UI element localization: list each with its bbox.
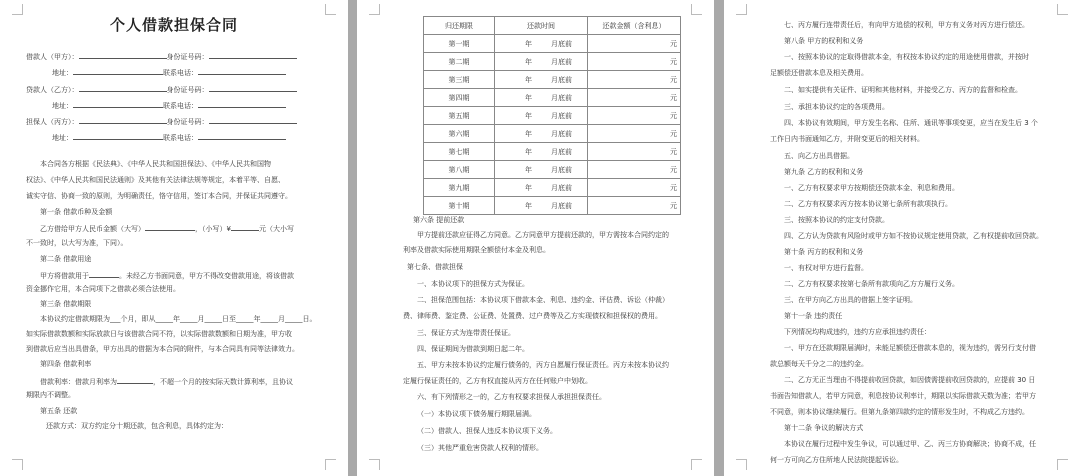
paragraph-line: 一、有权对甲方进行监督。 (784, 264, 868, 272)
repayment-time-cell (495, 107, 588, 125)
table-header-cell: 还款金额（含利息） (588, 17, 681, 35)
borrower-label: 借款人（甲方）： (26, 53, 79, 61)
paragraph-line: 二、乙方有权要求按第七条所有款项向乙方方履行义务。 (784, 280, 959, 288)
article-heading: 第二条 借款用途 (40, 255, 92, 263)
repayment-amount-cell: 元 (588, 71, 681, 89)
article-4-line-2: 期限内不调整。 (26, 391, 75, 399)
table-row (424, 197, 681, 215)
period-cell: 第六期 (424, 125, 495, 143)
table-row (424, 53, 681, 71)
crop-mark (1057, 4, 1068, 15)
crop-mark (736, 4, 747, 15)
preamble-line: 诚实守信、协商一致的原则，为明确责任，恪守信用，签订本合同，并保证共同遵守。 (26, 192, 292, 200)
table-row (424, 161, 681, 179)
repayment-amount-cell: 元 (588, 35, 681, 53)
repayment-time-cell (495, 125, 588, 143)
table-header-cell: 归还期限 (424, 17, 495, 35)
blank-field (209, 84, 297, 92)
table-row (424, 89, 681, 107)
paragraph-line: 二、如实提供有关证件、证明和其他材料，并接受乙方、丙方的监督和检查。 (784, 86, 1022, 94)
repayment-time-cell (495, 161, 588, 179)
repayment-amount-cell: 元 (588, 125, 681, 143)
paragraph-line: 何一方可向乙方住所地人民法院提起诉讼。 (770, 456, 903, 464)
guarantor-label: 担保人（丙方）： (26, 118, 79, 126)
paragraph-line: 三、保证方式为连带责任保证。 (417, 329, 515, 337)
period-cell: 第三期 (424, 71, 495, 89)
article-heading: 第八条 甲方的权利和义务 (784, 37, 864, 45)
article-1-line-1 (40, 223, 294, 234)
blank-field (145, 223, 195, 231)
period-cell: 第七期 (424, 143, 495, 161)
crop-mark (1057, 459, 1068, 470)
page-1 (0, 0, 348, 476)
blank-field (79, 51, 167, 59)
text-run: ，不超一个月的按实际天数计算利率，且协议 (153, 378, 293, 386)
address-label: 地址： (52, 134, 73, 142)
table-row (424, 143, 681, 161)
year-label: 年 (525, 39, 532, 48)
paragraph-line: 三、在甲方向乙方出具的借据上签字证明。 (784, 296, 917, 304)
article-heading: 第六条 提前还款 (413, 216, 465, 224)
period-cell: 第十期 (424, 197, 495, 215)
phone-label: 联系电话： (163, 69, 198, 77)
article-heading: 第一条 借款币种及金额 (40, 208, 113, 216)
article-2-line-1 (40, 270, 294, 281)
article-heading: 第九条 乙方的权利和义务 (784, 168, 864, 176)
month-end-label: 月底前 (551, 129, 572, 138)
month-end-label: 月底前 (551, 75, 572, 84)
paragraph-line: 款总额每天千分之二的违约金。 (770, 360, 868, 368)
crop-mark (691, 459, 702, 470)
article-1-line-2: 不一致时，以大写为准，下同）。 (26, 239, 128, 247)
repayment-time-cell (495, 53, 588, 71)
month-end-label: 月底前 (551, 93, 572, 102)
table-row (424, 107, 681, 125)
period-cell: 第九期 (424, 179, 495, 197)
crop-mark (369, 4, 380, 15)
paragraph-line: 三、按照本协议的约定支付贷款。 (784, 216, 889, 224)
text-run: ¥ (226, 225, 231, 233)
period-cell: 第一期 (424, 35, 495, 53)
article-heading: 第十二条 争议的解决方式 (784, 424, 864, 432)
blank-field (79, 84, 167, 92)
paragraph-line: 一、甲方在还款期限届满时，未能足额偿还借款本息的，视为违约，需另行支付借 (784, 344, 1036, 352)
repayment-amount-cell: 元 (588, 143, 681, 161)
article-heading: 第七条、借款担保 (407, 263, 463, 271)
article-heading: 第十条 丙方的权利和义务 (784, 248, 864, 256)
preamble-line: 权法》、《中华人民共和国民法通则》及其他有关法律法规等规定，本着平等、自愿、 (26, 176, 285, 184)
blank-field (73, 132, 163, 140)
guarantor-line (26, 116, 297, 127)
lender-line (26, 84, 297, 95)
month-end-label: 月底前 (551, 183, 572, 192)
text-run: ，（小写） (195, 225, 227, 233)
paragraph-line: 下列情况均构成违约，违约方应承担违约责任： (784, 328, 931, 336)
paragraph-line: （二）借款人、担保人违反本协议项下义务。 (417, 427, 557, 435)
crop-mark (369, 459, 380, 470)
paragraph-line: 六、有下列情形之一的，乙方有权要求担保人承担担保责任。 (417, 393, 606, 401)
year-label: 年 (525, 57, 532, 66)
page-3 (724, 0, 1080, 476)
id-label: 身份证号码： (166, 86, 209, 94)
year-label: 年 (525, 165, 532, 174)
paragraph-line: 本协议在履行过程中发生争议，可以通过甲、乙、丙三方协商解决；协商不成，任 (784, 440, 1036, 448)
year-label: 年 (525, 201, 532, 210)
paragraph-line: 一、本协议项下的担保方式为保证。 (417, 280, 529, 288)
article-heading: 第三条 借款期限 (40, 300, 92, 308)
paragraph-line: 不同意，则本协议继续履行。但第九条第四款约定的情形发生时，不构成乙方违约。 (770, 408, 1029, 416)
year-label: 年 (525, 147, 532, 156)
crop-mark (325, 459, 336, 470)
article-heading: 第十一条 违约责任 (784, 312, 843, 320)
table-row (424, 35, 681, 53)
guarantor-address-line (52, 132, 286, 143)
period-cell: 第八期 (424, 161, 495, 179)
paragraph-line: 书面告知借款人，若甲方同意，利息按协议利率计，期限以实际借款天数为准；若甲方 (770, 392, 1036, 400)
blank-field (198, 132, 286, 140)
year-label: 年 (525, 183, 532, 192)
year-label: 年 (525, 111, 532, 120)
month-end-label: 月底前 (551, 201, 572, 210)
year-label: 年 (525, 93, 532, 102)
month-end-label: 月底前 (551, 147, 572, 156)
month-end-label: 月底前 (551, 111, 572, 120)
blank-field (89, 270, 119, 278)
article-heading: 第四条 借款利率 (40, 360, 92, 368)
blank-field (117, 376, 153, 384)
document-title: 个人借款担保合同 (109, 16, 238, 34)
repayment-time-cell (495, 89, 588, 107)
paragraph-line: 定履行保证责任的，乙方有权直接从丙方在任何账户中划收。 (403, 377, 592, 385)
text-run: 借款利率：借款月利率为 (40, 378, 117, 386)
phone-label: 联系电话： (163, 102, 198, 110)
text-run: 。未经乙方书面同意，甲方不得改变借款用途，将该借款 (119, 272, 294, 280)
paragraph-line: 三、承担本协议约定的各项费用。 (784, 103, 889, 111)
repayment-time-cell (495, 35, 588, 53)
table-row (424, 71, 681, 89)
text-run: 甲方将借款用于 (40, 272, 89, 280)
paragraph-line: 四、保证期间为借款到期日起二年。 (417, 345, 529, 353)
article-3-line-1: 本协议约定借款期限为___个月，即从_____年_____月_____日至_____年_____月_____日。 (40, 315, 317, 323)
year-label: 年 (525, 75, 532, 84)
blank-field (231, 223, 259, 231)
period-cell: 第四期 (424, 89, 495, 107)
text-run: 元（大小写 (258, 225, 294, 233)
blank-field (198, 67, 286, 75)
table-header-cell: 还款时间 (495, 17, 588, 35)
month-end-label: 月底前 (551, 57, 572, 66)
table-row (424, 125, 681, 143)
blank-field (73, 100, 163, 108)
id-label: 身份证号码： (166, 118, 209, 126)
preamble-line: 本合同各方根据《民法典》、《中华人民共和国担保法》、《中华人民共和国物 (40, 160, 271, 168)
paragraph-line: 一、按照本协议的定取得借款本金，有权按本协议约定的用途使用借款，并按时 (784, 53, 1029, 61)
month-end-label: 月底前 (551, 39, 572, 48)
article-3-line-3: 到借款后应当出具借条，甲方出具的借据为本合同的附件，与本合同具有同等法律效力。 (26, 345, 299, 353)
paragraph-line: 工作日内书面通知乙方，并附变更后的相关材料。 (770, 135, 924, 143)
crop-mark (691, 4, 702, 15)
repayment-time-cell (495, 71, 588, 89)
article-heading: 第五条 还款 (40, 407, 78, 415)
article-2-line-2: 资金挪作它用，本合同项下之借款必须合法使用。 (26, 285, 180, 293)
blank-field (79, 116, 167, 124)
lender-label: 贷款人（乙方）： (26, 86, 79, 94)
repayment-time-cell (495, 197, 588, 215)
period-cell: 第五期 (424, 107, 495, 125)
page-2 (357, 0, 714, 476)
paragraph-line: 二、乙方有权要求丙方按本协议第七条所有款项执行。 (784, 200, 952, 208)
year-label: 年 (525, 129, 532, 138)
address-label: 地址： (52, 69, 73, 77)
text-run: 乙方借给甲方人民币金额（大写） (40, 225, 145, 233)
crop-mark (736, 459, 747, 470)
repayment-amount-cell: 元 (588, 197, 681, 215)
id-label: 身份证号码： (166, 53, 209, 61)
paragraph-line: 四、本协议有效期间，甲方发生名称、住所、通讯等事项变更，应当在发生后 3 个 (784, 119, 1038, 127)
paragraph-line: 甲方提前还款应征得乙方同意。乙方同意甲方提前还款的，甲方需按本合同约定的 (417, 231, 669, 239)
blank-field (209, 51, 297, 59)
paragraph-line: 一、乙方有权要求甲方按期偿还贷款本金、利息和费用。 (784, 184, 959, 192)
blank-field (198, 100, 286, 108)
table-header-row (424, 17, 681, 35)
repayment-amount-cell: 元 (588, 89, 681, 107)
month-end-label: 月底前 (551, 165, 572, 174)
repayment-amount-cell: 元 (588, 53, 681, 71)
repayment-time-cell (495, 179, 588, 197)
period-cell: 第二期 (424, 53, 495, 71)
article-5-line-1: 还款方式：双方约定分十期还款，包含利息，具体约定为： (46, 422, 228, 430)
paragraph-line: 五、甲方未按本协议约定履行债务的，丙方自愿履行保证责任。丙方未按本协议约 (417, 361, 669, 369)
address-label: 地址： (52, 102, 73, 110)
paragraph-line: 费、律师费、鉴定费、公证费、处置费、过户费等及乙方实现债权和担保权的费用。 (403, 312, 662, 320)
blank-field (209, 116, 297, 124)
paragraph-line: 四、乙方认为贷款有风险时或甲方如不按协议规定使用贷款，乙有权提前收回贷款。 (784, 232, 1043, 240)
crop-mark (12, 459, 23, 470)
repayment-table (423, 16, 681, 215)
repayment-time-cell (495, 143, 588, 161)
repayment-amount-cell: 元 (588, 161, 681, 179)
repayment-amount-cell: 元 (588, 179, 681, 197)
article-3-line-2: 如实际借款数额和实际放款日与该借款合同不符，以实际借款数额和日期为准，甲方收 (26, 330, 292, 338)
paragraph-line: 七、丙方履行连带责任后，有向甲方追偿的权利，甲方有义务对丙方进行偿还。 (784, 21, 1029, 29)
phone-label: 联系电话： (163, 134, 198, 142)
paragraph-line: 五、向乙方出具借据。 (784, 152, 854, 160)
repayment-amount-cell: 元 (588, 107, 681, 125)
table-row (424, 179, 681, 197)
paragraph-line: （三）其他严重危害贷款人权利的情形。 (417, 444, 543, 452)
paragraph-line: 二、担保范围包括：本协议项下借款本金、利息、违约金、评估费、诉讼（仲裁） (417, 296, 669, 304)
lender-address-line (52, 100, 286, 111)
blank-field (73, 67, 163, 75)
paragraph-line: 利率及借款实际使用期限全额偿付本金及利息。 (403, 246, 550, 254)
borrower-line (26, 51, 297, 62)
paragraph-line: （一）本协议项下债务履行期限届满。 (417, 410, 536, 418)
paragraph-line: 足额偿还借款本息及相关费用。 (770, 69, 868, 77)
article-4-line-1 (40, 376, 293, 387)
paragraph-line: 二、乙方无正当理由不得提前收回贷款，如因债需提前收回贷款的，应提前 30 日 (784, 376, 1036, 384)
borrower-address-line (52, 67, 286, 78)
